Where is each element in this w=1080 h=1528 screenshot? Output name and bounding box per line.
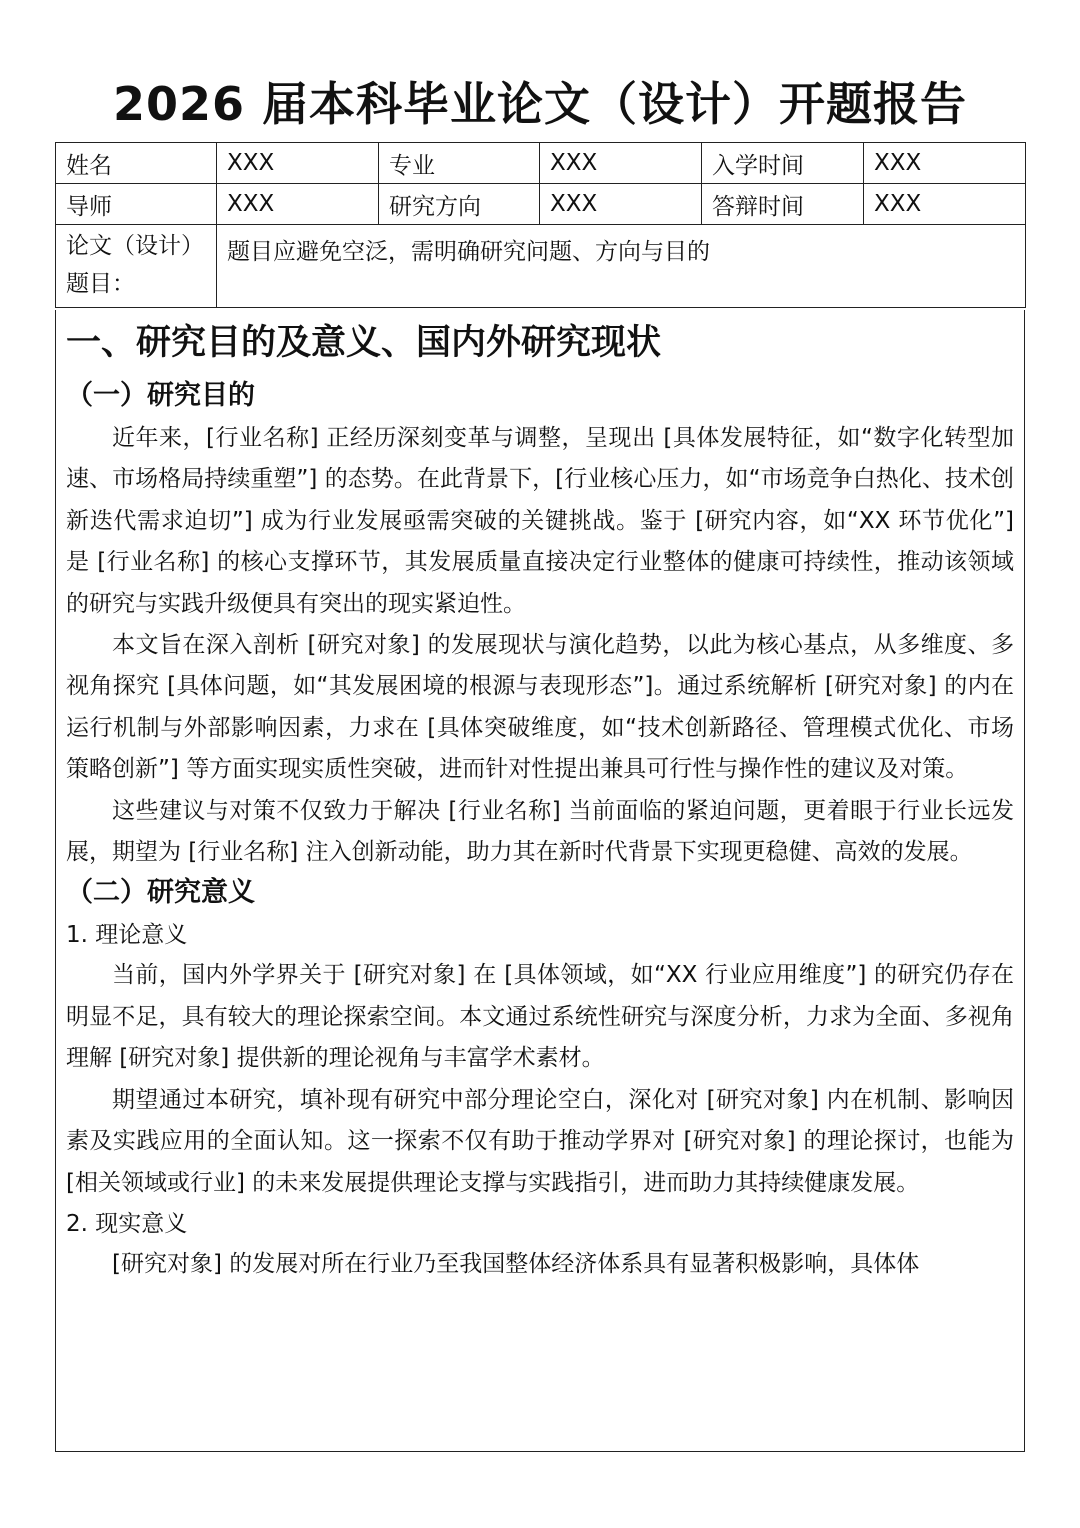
info-table — [55, 142, 1026, 308]
purpose-paragraph-3: 这些建议与对策不仅致力于解决 [行业名称] 当前面临的紧迫问题，更着眼于行业长远发展，期望为 [行业名称] 注入创新动能，助力其在新时代背景下实现更稳健、高效的发展。 — [66, 797, 1014, 866]
name-value: XXX — [217, 143, 379, 184]
major-label: 专业 — [379, 143, 540, 184]
info-row-2 — [56, 184, 1026, 225]
advisor-value: XXX — [217, 184, 379, 225]
topic-label: 论文（设计）题目： — [56, 225, 217, 308]
section1-heading: 一、研究目的及意义、国内外研究现状 — [66, 323, 662, 363]
info-row-1 — [56, 143, 1026, 184]
significance-heading: （二）研究意义 — [66, 877, 255, 909]
topic-value: 题目应避免空泛，需明确研究问题、方向与目的 — [217, 225, 1026, 308]
advisor-label: 导师 — [56, 184, 217, 225]
practice-paragraph-1: [研究对象] 的发展对所在行业乃至我国整体经济体系具有显著积极影响，具体体 — [112, 1250, 920, 1277]
page-title: 2026 届本科毕业论文（设计）开题报告 — [112, 77, 968, 131]
practical-significance-heading: 2. 现实意义 — [66, 1210, 188, 1237]
theory-significance-heading: 1. 理论意义 — [66, 922, 188, 949]
purpose-heading: （一）研究目的 — [66, 380, 255, 411]
defense-time-label: 答辩时间 — [702, 184, 864, 225]
info-row-topic — [56, 225, 1026, 308]
name-label: 姓名 — [56, 143, 217, 184]
major-value: XXX — [540, 143, 702, 184]
research-direction-value: XXX — [540, 184, 702, 225]
defense-time-value: XXX — [864, 184, 1026, 225]
purpose-paragraph-2: 本文旨在深入剖析 [研究对象] 的发展现状与演化趋势，以此为核心基点，从多维度、多视角探究 [具体问题，如“其发展困境的根源与表现形态”]。通过系统解析 [研究对象] 的内在运行机制与外部影响因素，力求在 [具体突破维度，如“技术创新路径、管理模式优化、市场策略创新”] 等方面实现实质性突破，进而针对性提出兼具可行性与操作性的建议及对策。 — [66, 632, 1014, 783]
enroll-time-value: XXX — [864, 143, 1026, 184]
theory-paragraph-2: 期望通过本研究，填补现有研究中部分理论空白，深化对 [研究对象] 内在机制、影响因素及实践应用的全面认知。这一探索不仅有助于推动学界对 [研究对象] 的理论探讨，也能为 [相关领域或行业] 的未来发展提供理论支撑与实践指引，进而助力其持续健康发展。 — [66, 1086, 1014, 1196]
report-content — [55, 310, 1025, 1452]
purpose-paragraph-1: 近年来，[行业名称] 正经历深刻变革与调整，呈现出 [具体发展特征，如“数字化转型加速、市场格局持续重塑”] 的态势。在此背景下，[行业核心压力，如“市场竞争白热化、技术创新迭代需求迫切”] 成为行业发展亟需突破的关键挑战。鉴于 [研究内容，如“XX 环节优化”] 是 [行业名称] 的核心支撑环节，其发展质量直接决定行业整体的健康可持续性，推动该领域的研究与实践升级便具有突出的现实紧迫性。 — [66, 425, 1014, 617]
theory-paragraph-1: 当前，国内外学界关于 [研究对象] 在 [具体领域，如“XX 行业应用维度”] 的研究仍存在明显不足，具有较大的理论探索空间。本文通过系统性研究与深度分析，力求为全面、多视角理解 [研究对象] 提供新的理论视角与丰富学术素材。 — [66, 962, 1014, 1072]
research-direction-label: 研究方向 — [379, 184, 540, 225]
enroll-time-label: 入学时间 — [702, 143, 864, 184]
